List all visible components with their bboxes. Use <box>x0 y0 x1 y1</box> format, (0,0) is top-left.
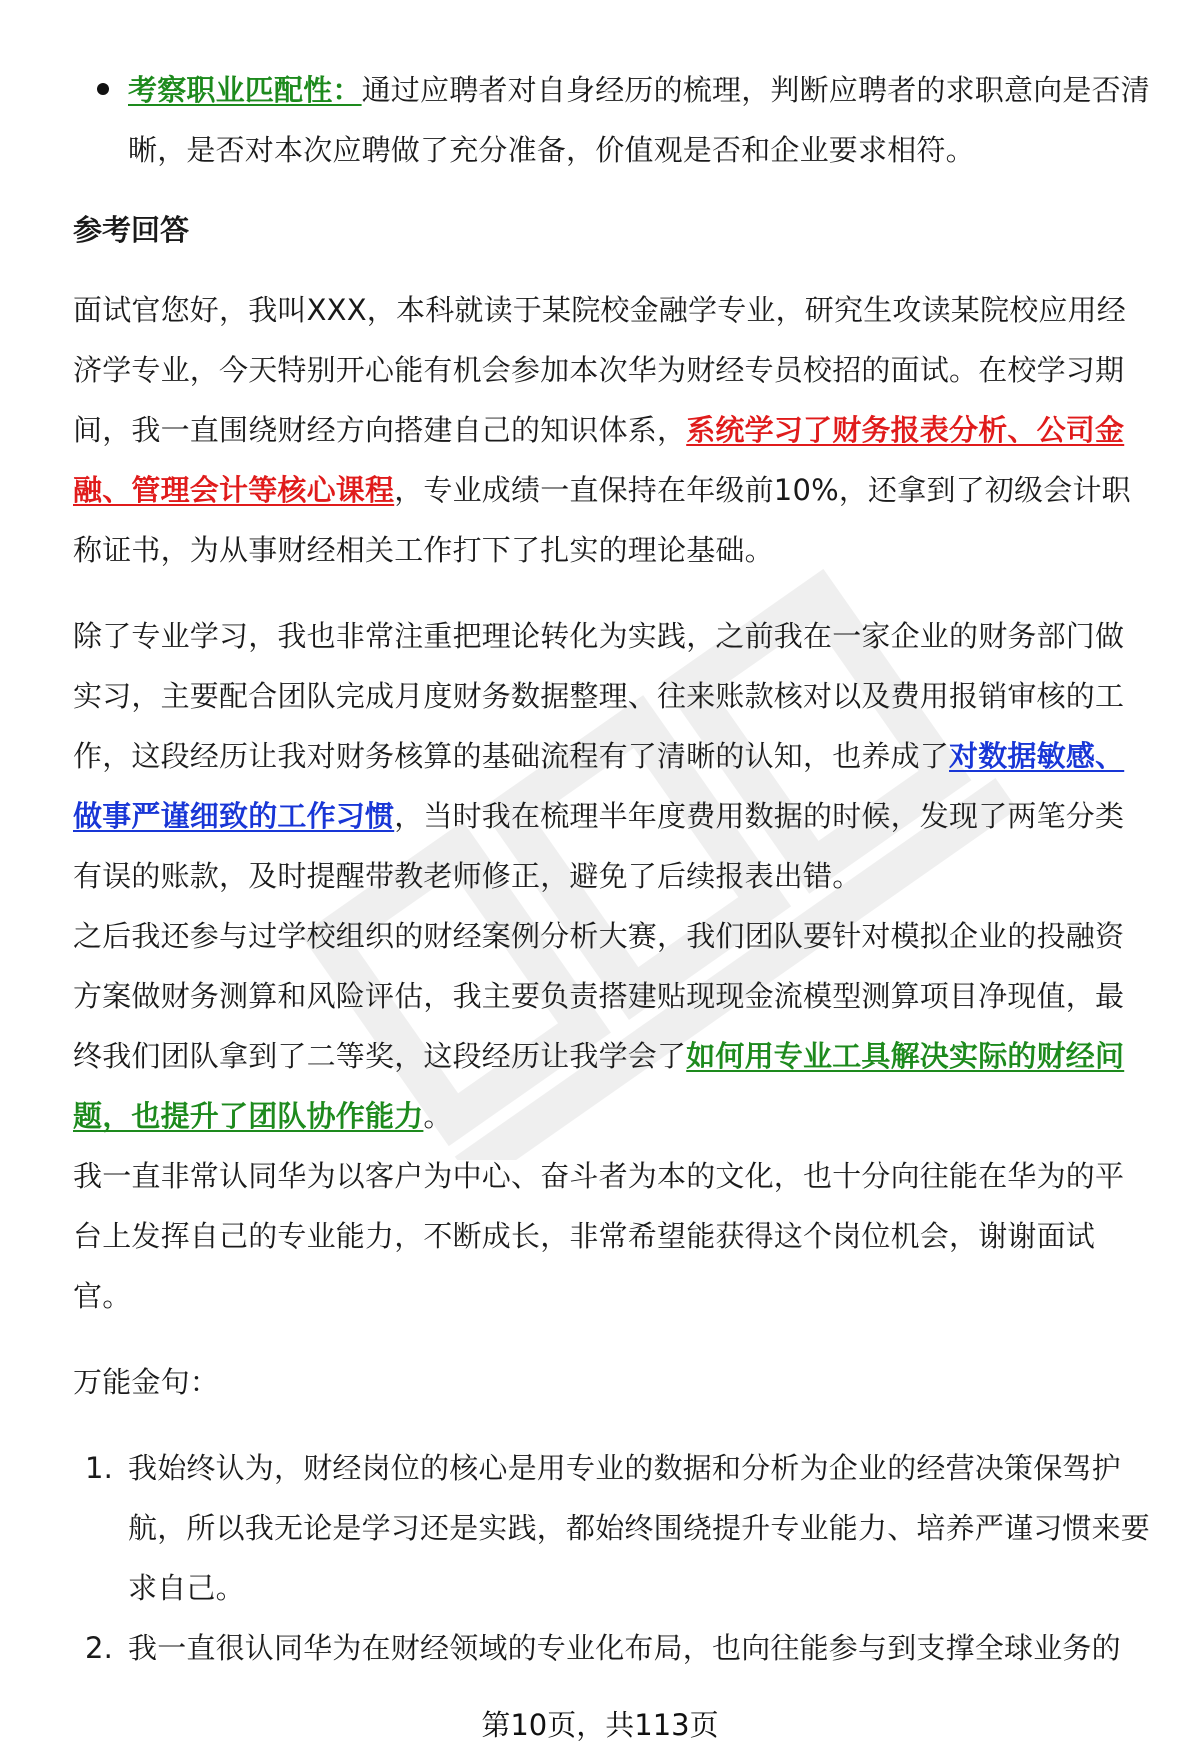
list-item-text: 我一直很认同华为在财经领域的专业化布局，也向往能参与到支撑全球业务的 <box>128 1631 1121 1665</box>
golden-heading: 万能金句： <box>73 1365 220 1399</box>
list-item <box>73 1438 1150 1618</box>
reference-heading: 参考回答 <box>73 213 190 247</box>
bullet-dot-icon <box>97 83 109 95</box>
list-item-text: 我始终认为，财经岗位的核心是用专业的数据和分析为企业的经营决策保驾护航，所以我无论是学习还是实践，都始终围绕提升专业能力、培养严谨习惯来要求自己。 <box>128 1451 1151 1605</box>
bullet-text: 通过应聘者对自身经历的梳理，判断应聘者的求职意向是否清晰，是否对本次应聘做了充分准备，价值观是否和企业要求相符。 <box>128 73 1151 167</box>
paragraph-1 <box>73 280 1150 580</box>
paragraph-3-post: 。 <box>423 1099 453 1133</box>
paragraph-4: 我一直非常认同华为以客户为中心、奋斗者为本的文化，也十分向往能在华为的平台上发挥自己的专业能力，不断成长，非常希望能获得这个岗位机会，谢谢面试官。 <box>73 1159 1125 1313</box>
paragraph-2 <box>73 606 1150 906</box>
bullet-item <box>73 60 1150 180</box>
paragraph-3 <box>73 906 1150 1146</box>
paragraph-1-post: ，专业成绩一直保持在年级前10%，还拿到了初级会计职称证书，为从事财经相关工作打下了扎实的理论基础。 <box>73 473 1131 567</box>
page-footer: 第10页，共113页 <box>481 1708 719 1742</box>
paragraph-2-post: ，当时我在梳理半年度费用数据的时候，发现了两笔分类有误的账款，及时提醒带教老师修正，避免了后续报表出错。 <box>73 799 1125 893</box>
list-number: 2. <box>85 1631 114 1665</box>
paragraph-2-pre: 除了专业学习，我也非常注重把理论转化为实践，之前我在一家企业的财务部门做实习，主要配合团队完成月度财务数据整理、往来账款核对以及费用报销审核的工作，这段经历让我对财务核算的基础流程有了清晰的认知，也养成了 <box>73 619 1125 773</box>
paragraph-3-pre: 之后我还参与过学校组织的财经案例分析大赛，我们团队要针对模拟企业的投融资方案做财务测算和风险评估，我主要负责搭建贴现现金流模型测算项目净现值，最终我们团队拿到了二等奖，这段经历让我学会了 <box>73 919 1125 1073</box>
document-body <box>73 60 1150 1678</box>
paragraph-3-highlight: 如何用专业工具解决实际的财经问题，也提升了团队协作能力 <box>73 1039 1125 1133</box>
list-item <box>73 1618 1150 1678</box>
bullet-label: 考察职业匹配性： <box>128 73 362 107</box>
paragraph-1-highlight: 系统学习了财务报表分析、公司金融、管理会计等核心课程 <box>73 413 1125 507</box>
paragraph-2-highlight: 对数据敏感、做事严谨细致的工作习惯 <box>73 739 1125 833</box>
paragraph-1-pre: 面试官您好，我叫XXX，本科就读于某院校金融学专业，研究生攻读某院校应用经济学专业，今天特别开心能有机会参加本次华为财经专员校招的面试。在校学习期间，我一直围绕财经方向搭建自己的知识体系， <box>73 293 1127 447</box>
list-number: 1. <box>85 1451 114 1485</box>
